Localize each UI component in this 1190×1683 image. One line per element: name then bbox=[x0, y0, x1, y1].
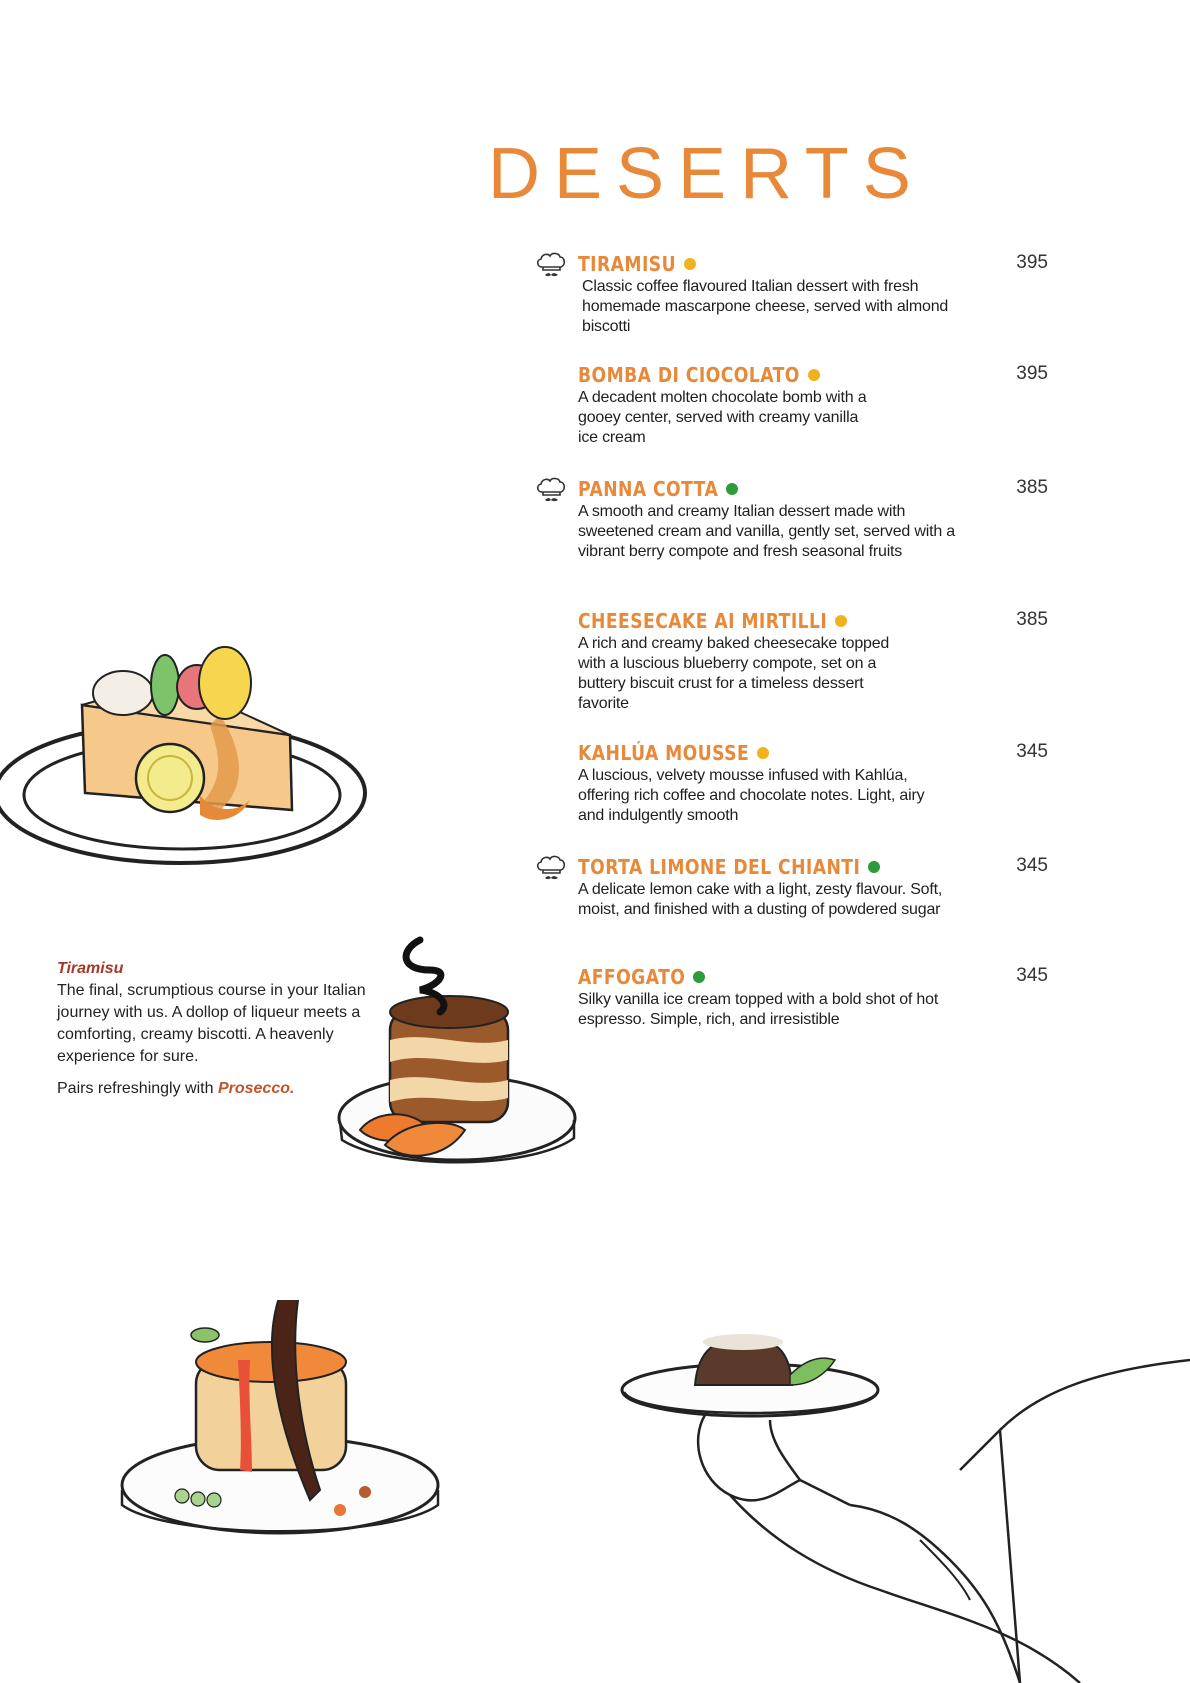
veg-dot-icon bbox=[684, 258, 696, 270]
item-name: CHEESECAKE AI MIRTILLI bbox=[578, 609, 828, 633]
menu-item-tiramisu bbox=[578, 251, 1048, 337]
item-price: 395 bbox=[1016, 363, 1048, 384]
item-price: 345 bbox=[1016, 965, 1048, 986]
menu-item-cheesecake-ai-mirtilli bbox=[578, 608, 1048, 714]
veg-dot-icon bbox=[757, 747, 769, 759]
item-price: 345 bbox=[1016, 741, 1048, 762]
chef-hat-icon bbox=[534, 474, 568, 508]
item-name: PANNA COTTA bbox=[578, 477, 719, 501]
menu-item-kahlua-mousse bbox=[578, 740, 1048, 826]
veg-dot-icon bbox=[835, 615, 847, 627]
veg-dot-icon bbox=[726, 483, 738, 495]
menu-item-panna-cotta bbox=[578, 476, 1048, 562]
item-name: BOMBA DI CIOCOLATO bbox=[578, 363, 800, 387]
item-description: A luscious, velvety mousse infused with Kahlúa, offering rich coffee and chocolate notes. Light, airy and indulgently smooth bbox=[578, 767, 925, 824]
chef-hat-icon bbox=[534, 249, 568, 283]
menu-item-torta-limone-del-chianti bbox=[578, 854, 1048, 920]
item-description: Silky vanilla ice cream topped with a bold shot of hot espresso. Simple, rich, and irresistible bbox=[578, 991, 939, 1028]
note-title: Tiramisu bbox=[57, 960, 124, 977]
chef-hat-icon bbox=[534, 852, 568, 886]
cheesecake-illustration bbox=[0, 635, 370, 895]
note-body: The final, scrumptious course in your Italian journey with us. A dollop of liqueur meets a comforting, creamy biscotti. A heavenly experience for sure. bbox=[57, 982, 366, 1065]
item-price: 395 bbox=[1016, 252, 1048, 273]
item-description: A rich and creamy baked cheesecake topped with a luscious blueberry compote, set on a buttery biscuit crust for a timeless dessert favorite bbox=[578, 635, 890, 712]
item-price: 345 bbox=[1016, 855, 1048, 876]
item-price: 385 bbox=[1016, 477, 1048, 498]
mousse-illustration bbox=[330, 930, 590, 1190]
item-description: A smooth and creamy Italian dessert made with sweetened cream and vanilla, gently set, served with a vibrant berry compote and fresh seasonal fruits bbox=[578, 503, 955, 560]
tiramisu-note bbox=[57, 958, 377, 1100]
pairing-wine: Prosecco. bbox=[217, 1080, 295, 1097]
item-name: AFFOGATO bbox=[578, 965, 686, 989]
page-title: DESERTS bbox=[488, 134, 925, 214]
veg-dot-icon bbox=[868, 861, 880, 873]
item-description: A delicate lemon cake with a light, zesty flavour. Soft, moist, and finished with a dusting of powdered sugar bbox=[578, 881, 943, 918]
item-price: 385 bbox=[1016, 609, 1048, 630]
item-name: TORTA LIMONE DEL CHIANTI bbox=[578, 855, 861, 879]
pairing-line bbox=[57, 1078, 377, 1100]
item-name: TIRAMISU bbox=[578, 252, 676, 276]
waiter-tray-illustration bbox=[620, 1330, 1190, 1683]
veg-dot-icon bbox=[808, 369, 820, 381]
menu-item-affogato bbox=[578, 964, 1048, 1030]
pairing-prefix: Pairs refreshingly with bbox=[57, 1080, 218, 1097]
veg-dot-icon bbox=[693, 971, 705, 983]
cake-illustration bbox=[110, 1300, 450, 1540]
item-description: Classic coffee flavoured Italian dessert with fresh homemade mascarpone cheese, served with almond biscotti bbox=[582, 278, 949, 335]
menu-item-bomba-di-ciocolato bbox=[578, 362, 1048, 448]
item-description: A decadent molten chocolate bomb with a gooey center, served with creamy vanilla ice cream bbox=[578, 389, 867, 446]
item-name: KAHLÚA MOUSSE bbox=[578, 741, 750, 765]
